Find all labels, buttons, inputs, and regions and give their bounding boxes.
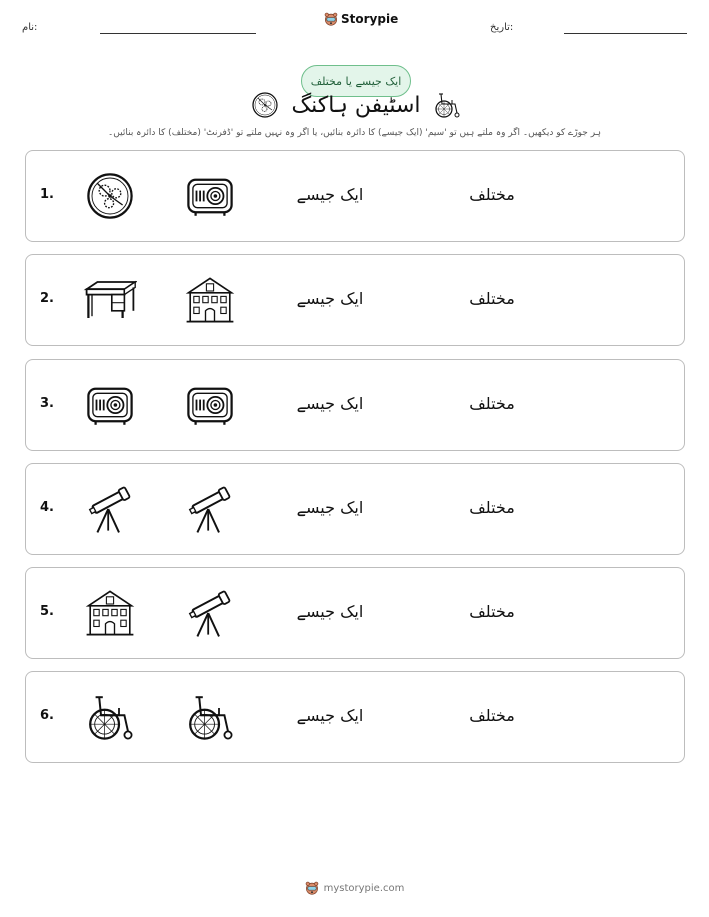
building-icon: [83, 586, 137, 640]
compass-gears-icon: [83, 169, 137, 223]
footer: [0, 881, 709, 895]
wheelchair-icon: [83, 690, 137, 744]
question-row-5: [25, 567, 685, 659]
same-option[interactable]: ایک جیسے: [296, 289, 364, 308]
storypie-mascot-icon: [324, 12, 338, 26]
same-option[interactable]: ایک جیسے: [296, 394, 364, 413]
brand-name: Storypie: [341, 12, 399, 26]
telescope-icon: [183, 482, 237, 536]
different-option[interactable]: مختلف: [469, 706, 515, 725]
row-number: 2.: [40, 291, 54, 306]
worksheet-type-badge: ایک جیسے یا مختلف: [301, 65, 411, 97]
name-label: نام:: [22, 22, 38, 33]
different-option[interactable]: مختلف: [469, 602, 515, 621]
name-write-line[interactable]: [100, 33, 256, 34]
same-option[interactable]: ایک جیسے: [296, 498, 364, 517]
desk-icon: [83, 273, 137, 327]
row-number: 5.: [40, 604, 54, 619]
radio-icon: [83, 378, 137, 432]
wheelchair-icon: [432, 90, 462, 120]
radio-icon: [183, 169, 237, 223]
different-option[interactable]: مختلف: [469, 394, 515, 413]
same-option[interactable]: ایک جیسے: [296, 706, 364, 725]
same-option[interactable]: ایک جیسے: [296, 185, 364, 204]
telescope-icon: [83, 482, 137, 536]
telescope-icon: [183, 586, 237, 640]
different-option[interactable]: مختلف: [469, 289, 515, 308]
question-row-6: [25, 671, 685, 763]
row-number: 6.: [40, 708, 54, 723]
radio-icon: [183, 378, 237, 432]
row-number: 1.: [40, 187, 54, 202]
storypie-mascot-icon: [305, 881, 319, 895]
compass-gears-icon: [250, 90, 280, 120]
question-row-2: [25, 254, 685, 346]
date-label: تاریخ:: [490, 22, 514, 33]
row-number: 4.: [40, 500, 54, 515]
question-row-1: [25, 150, 685, 242]
date-write-line[interactable]: [564, 33, 687, 34]
row-number: 3.: [40, 396, 54, 411]
same-option[interactable]: ایک جیسے: [296, 602, 364, 621]
question-row-4: [25, 463, 685, 555]
different-option[interactable]: مختلف: [469, 185, 515, 204]
different-option[interactable]: مختلف: [469, 498, 515, 517]
brand-logo: [324, 12, 398, 26]
building-icon: [183, 273, 237, 327]
instructions: ہر جوڑے کو دیکھیں۔ اگر وہ ملتے ہیں تو 'سیم' (ایک جیسے) کا دائرہ بنائیں، یا اگر وہ نہیں ملتے تو 'ڈفرنٹ' (مختلف) کا دائرہ بنائیں۔: [108, 128, 601, 138]
page-title: اسٹیفن ہاکنگ: [291, 92, 421, 118]
wheelchair-icon: [183, 690, 237, 744]
title-block: [250, 88, 462, 122]
footer-site-link[interactable]: mystorypie.com: [323, 882, 405, 894]
question-row-3: [25, 359, 685, 451]
